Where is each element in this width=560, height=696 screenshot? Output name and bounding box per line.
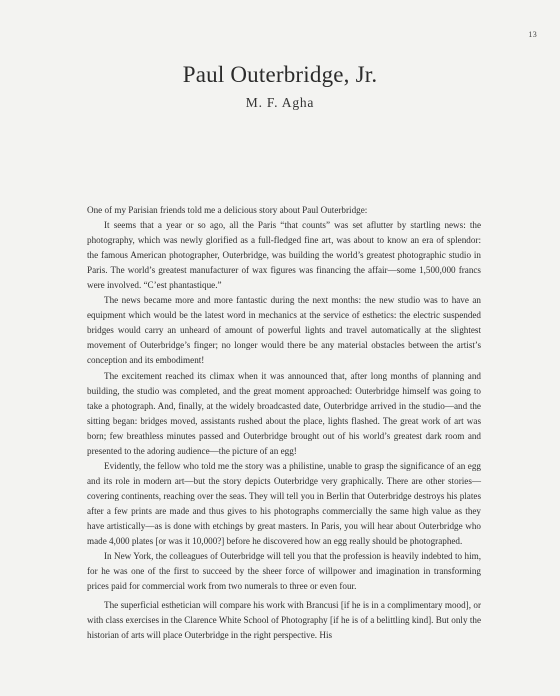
paragraph: In New York, the colleagues of Outerbridge will tell you that the profession is heavily indebted to him, for he was one of the first to succeed by the sheer force of willpower and imagination in transforming prices paid for commercial work from two numerals to three or even four. xyxy=(87,551,481,592)
paragraph: The superficial esthetician will compare his work with Brancusi [if he is in a complimentary mood], or with class exercises in the Clarence White School of Photography [if he is of a belittling kind]. But only the historian of arts will place Outerbridge in the right perspective. His xyxy=(87,600,481,641)
article-body xyxy=(87,203,481,643)
paragraph: The news became more and more fantastic during the next months: the new studio was to have an equipment which would be the latest word in mechanics at the service of esthetics: the electric suspended bridges would carry an unheard of amount of powerful lights and travel automatically at the slightest movement of Outerbridge’s finger; no longer would there be any material obstacles between the artist’s conception and its embodiment! xyxy=(87,295,481,366)
page-number: 13 xyxy=(528,30,537,39)
page-title: Paul Outerbridge, Jr. xyxy=(182,62,378,87)
paragraph: The excitement reached its climax when it was announced that, after long months of planning and building, the studio was completed, and the great moment approached: Outerbridge himself was going to take a photograph. And, finally, at the widely broadcasted date, Outerbridge arrived in the studio—and the sitting began: bridges moved, assistants rushed about the place, lights flashed. The great work of art was born; few breathless minutes passed and Outerbridge brought out of his world’s greatest dark room and presented to the adoring audience—the picture of an egg! xyxy=(87,370,481,456)
paragraph: One of my Parisian friends told me a delicious story about Paul Outerbridge: xyxy=(87,205,368,215)
paragraph: Evidently, the fellow who told me the story was a philistine, unable to grasp the significance of an egg and its role in modern art—but the story depicts Outerbridge very graphically. There are other stories—covering continents, reaching over the seas. They will tell you in Berlin that Outerbridge destroys his plates after a few prints are made and thus gives to his photographs commercially the same high value as they have artistically—as is done with etchings by great masters. In Paris, you will hear about Outerbridge who made 4,000 plates [or was it 10,000?] before he discovered how an egg really should be photographed. xyxy=(87,460,481,547)
author-byline: M. F. Agha xyxy=(245,95,315,110)
paragraph: It seems that a year or so ago, all the Paris “that counts” was set aflutter by startling news: the photography, which was newly glorified as a full-fledged fine art, was about to know an era of splendor: the famous American photographer, Outerbridge, was building the world’s greatest photographic studio in Paris. The world’s greatest manufacturer of wax figures was financing the affair—some 1,500,000 francs were involved. “C’est phantastique.” xyxy=(87,220,481,291)
